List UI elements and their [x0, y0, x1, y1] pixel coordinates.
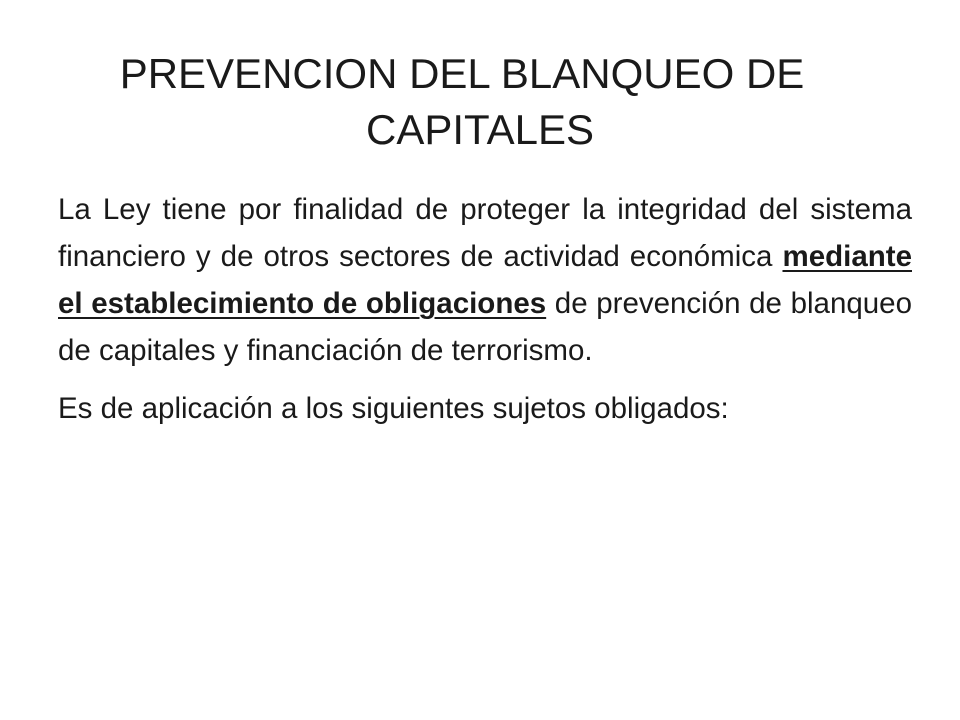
paragraph-purpose: [58, 186, 912, 374]
paragraph-purpose-text-start: La Ley tiene por finalidad de proteger la integridad del sistema financiero y de otros sectores de actividad económica: [58, 193, 912, 273]
paragraph-scope: Es de aplicación a los siguientes sujetos obligados:: [58, 392, 729, 425]
slide-title: [40, 46, 920, 158]
underlined-emphasis: mediante el establecimiento de obligaciones: [58, 240, 912, 320]
slide-title-line-2: CAPITALES: [366, 106, 594, 153]
slide-title-line-1: PREVENCION DEL BLANQUEO DE: [119, 50, 805, 97]
slide-body: [58, 186, 912, 443]
paragraph-purpose-text-end: de prevención de blanqueo de capitales y financiación de terrorismo.: [58, 287, 912, 367]
